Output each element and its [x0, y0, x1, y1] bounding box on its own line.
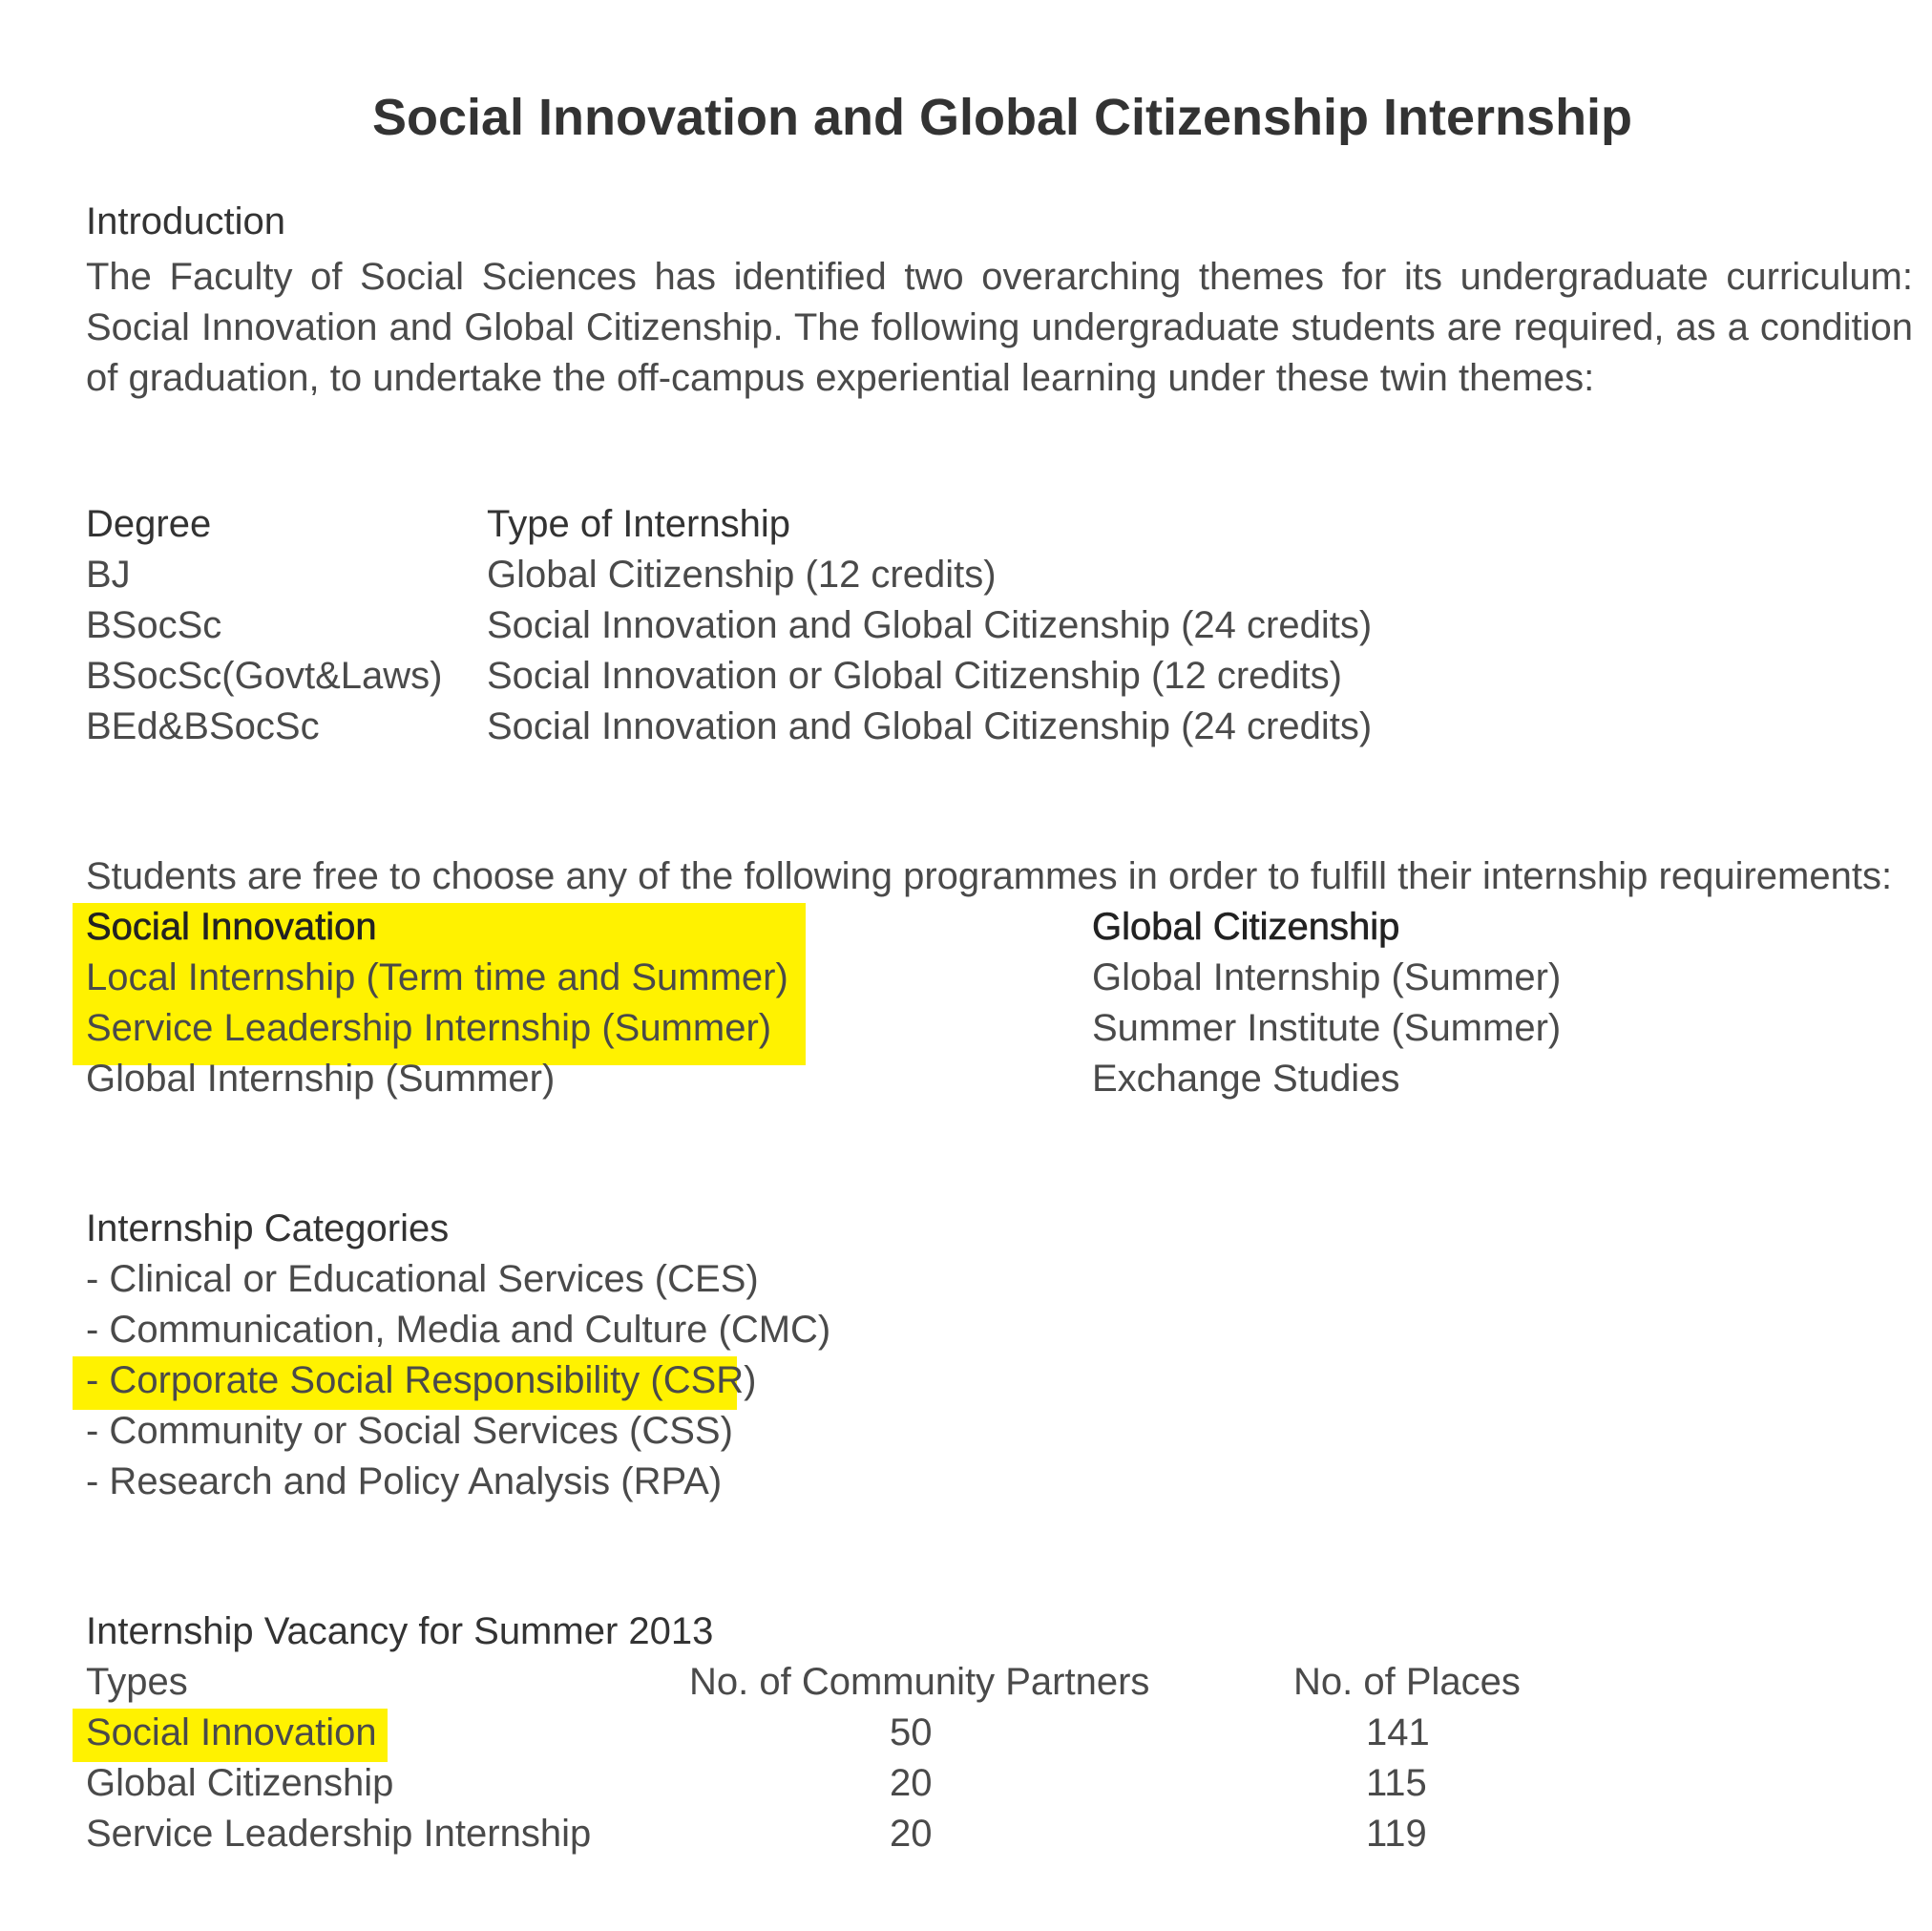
internship-type-cell: Social Innovation and Global Citizenship (24 credits): [487, 705, 1373, 747]
introduction-heading: Introduction: [86, 200, 286, 242]
degree-cell: BJ: [86, 554, 131, 596]
page-title: Social Innovation and Global Citizenship Internship: [371, 89, 1633, 146]
introduction-paragraph: The Faculty of Social Sciences has identified two overarching themes for its undergraduate curriculum: Social Innovation and Global Citizenship. The following undergraduate students are required, as a condition of graduation, to undertake the off-campus experiential learning under these twin themes:: [86, 256, 1913, 399]
vacancy-type-cell: Global Citizenship: [86, 1762, 394, 1804]
internship-type-cell: Global Citizenship (12 credits): [487, 554, 997, 596]
social-innovation-heading: Social Innovation: [86, 906, 377, 948]
degree-cell: BEd&BSocSc: [86, 705, 320, 747]
degree-cell: BSocSc: [86, 604, 222, 646]
internship-type-header: Type of Internship: [487, 503, 790, 545]
vacancy-partners-header: No. of Community Partners: [689, 1661, 1150, 1703]
global-citizenship-heading: Global Citizenship: [1092, 906, 1400, 948]
global-citizenship-item: Global Internship (Summer): [1092, 956, 1562, 998]
vacancy-places-cell: 119: [1366, 1813, 1427, 1855]
social-innovation-item: Global Internship (Summer): [86, 1058, 556, 1100]
categories-heading: Internship Categories: [86, 1207, 450, 1249]
programmes-intro: Students are free to choose any of the following programmes in order to fulfill their internship requirements:: [86, 855, 1893, 897]
internship-type-cell: Social Innovation or Global Citizenship (12 credits): [487, 655, 1342, 697]
social-innovation-item: Local Internship (Term time and Summer): [86, 956, 788, 998]
category-item: - Research and Policy Analysis (RPA): [86, 1460, 723, 1502]
internship-type-cell: Social Innovation and Global Citizenship (24 credits): [487, 604, 1373, 646]
vacancy-places-cell: 141: [1366, 1711, 1430, 1753]
degree-header: Degree: [86, 503, 212, 545]
vacancy-type-cell: Service Leadership Internship: [86, 1813, 592, 1855]
category-item: - Community or Social Services (CSS): [86, 1410, 733, 1452]
vacancy-places-header: No. of Places: [1293, 1661, 1521, 1703]
vacancy-heading: Internship Vacancy for Summer 2013: [86, 1610, 714, 1652]
global-citizenship-item: Exchange Studies: [1092, 1058, 1400, 1100]
category-item: - Clinical or Educational Services (CES): [86, 1258, 759, 1300]
vacancy-partners-cell: 50: [890, 1711, 933, 1753]
degree-cell: BSocSc(Govt&Laws): [86, 655, 443, 697]
vacancy-partners-cell: 20: [890, 1813, 933, 1855]
vacancy-types-header: Types: [86, 1661, 188, 1703]
vacancy-places-cell: 115: [1366, 1762, 1427, 1804]
social-innovation-item: Service Leadership Internship (Summer): [86, 1007, 772, 1049]
category-item: - Corporate Social Responsibility (CSR): [86, 1359, 757, 1401]
category-item: - Communication, Media and Culture (CMC): [86, 1309, 831, 1351]
vacancy-partners-cell: 20: [890, 1762, 933, 1804]
global-citizenship-item: Summer Institute (Summer): [1092, 1007, 1562, 1049]
vacancy-type-cell: Social Innovation: [86, 1711, 377, 1753]
